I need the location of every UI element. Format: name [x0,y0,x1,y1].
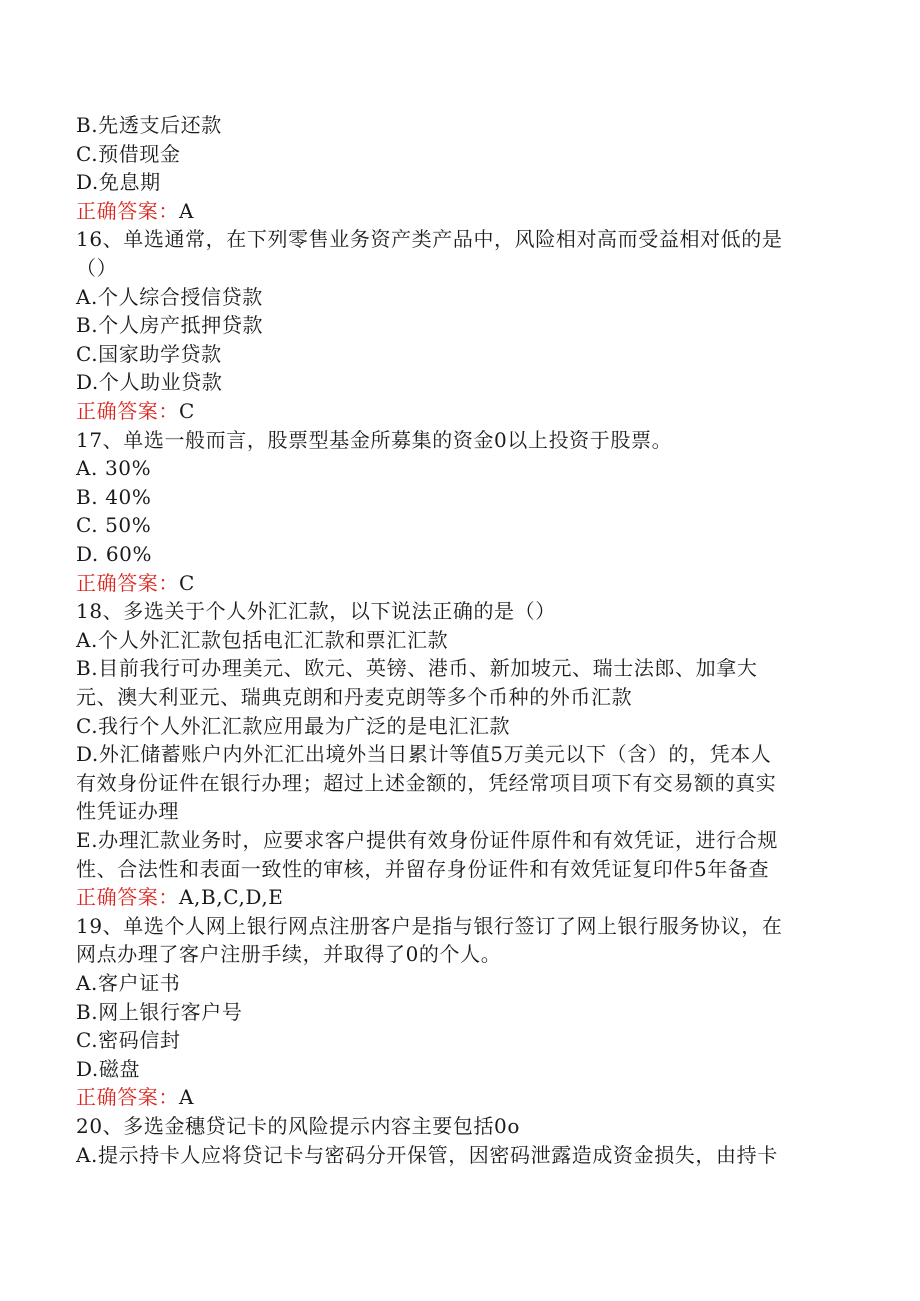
answer-label: 正确答案： [76,571,179,595]
answer-value: A,B,C,D,E [179,885,284,909]
question-text: 19、单选个人网上银行网点注册客户是指与银行签订了网上银行服务协议，在 [76,914,783,938]
option-text: B.先透支后还款 [76,113,222,137]
option-text: B. 40% [76,485,152,509]
option-text: 性凭证办理 [76,799,179,823]
answer-label: 正确答案： [76,199,179,223]
answer-label: 正确答案： [76,1085,179,1109]
correct-answer [76,569,856,597]
correct-answer [76,397,856,425]
option-text: C. 50% [76,513,152,537]
answer-value: C [179,571,195,595]
question-text: 20、多选金穗贷记卡的风险提示内容主要包括0o [76,1114,521,1138]
answer-value: A [179,199,195,223]
option-text: D. 60% [76,542,153,566]
option-text: 元、澳大利亚元、瑞典克朗和丹麦克朗等多个币种的外币汇款 [76,685,633,709]
option-text: C.国家助学贷款 [76,342,222,366]
option-text: A. 30% [76,456,152,480]
question-text: （） [76,256,118,280]
answer-value: A [179,1085,195,1109]
question-text: 16、单选通常，在下列零售业务资产类产品中，风险相对高而受益相对低的是 [76,227,783,251]
option-text: D.免息期 [76,170,161,194]
question-text: 18、多选关于个人外汇汇款，以下说法正确的是（） [76,599,556,623]
option-text: E.办理汇款业务时，应要求客户提供有效身份证件原件和有效凭证，进行合规 [76,828,778,852]
option-text: 性、合法性和表面一致性的审核，并留存身份证件和有效凭证复印件5年备查 [76,857,770,881]
option-text: C.预借现金 [76,142,181,166]
option-text: 有效身份证件在银行办理；超过上述金额的，凭经常项目项下有交易额的真实 [76,771,777,795]
answer-label: 正确答案： [76,399,179,423]
option-text: D.外汇储蓄账户内外汇汇出境外当日累计等值5万美元以下（含）的，凭本人 [76,742,772,766]
option-text: B.目前我行可办理美元、欧元、英镑、港币、新加坡元、瑞士法郎、加拿大 [76,656,758,680]
option-text: C.我行个人外汇汇款应用最为广泛的是电汇汇款 [76,714,511,738]
answer-value: C [179,399,195,423]
option-text: C.密码信封 [76,1028,181,1052]
option-text: A.个人综合授信贷款 [76,285,263,309]
option-text: D.个人助业贷款 [76,370,223,394]
option-text: A.客户证书 [76,971,181,995]
option-text: D.磁盘 [76,1057,141,1081]
correct-answer [76,1083,856,1111]
option-text: A.提示持卡人应将贷记卡与密码分开保管，因密码泄露造成资金损失，由持卡 [76,1143,778,1167]
correct-answer [76,883,856,911]
correct-answer [76,197,856,225]
option-text: B.网上银行客户号 [76,1000,243,1024]
option-text: A.个人外汇汇款包括电汇汇款和票汇汇款 [76,628,449,652]
answer-label: 正确答案： [76,885,179,909]
question-text: 网点办理了客户注册手续，并取得了0的个人。 [76,942,502,966]
option-text: B.个人房产抵押贷款 [76,313,264,337]
question-text: 17、单选一般而言，股票型基金所募集的资金0以上投资于股票。 [76,428,673,452]
